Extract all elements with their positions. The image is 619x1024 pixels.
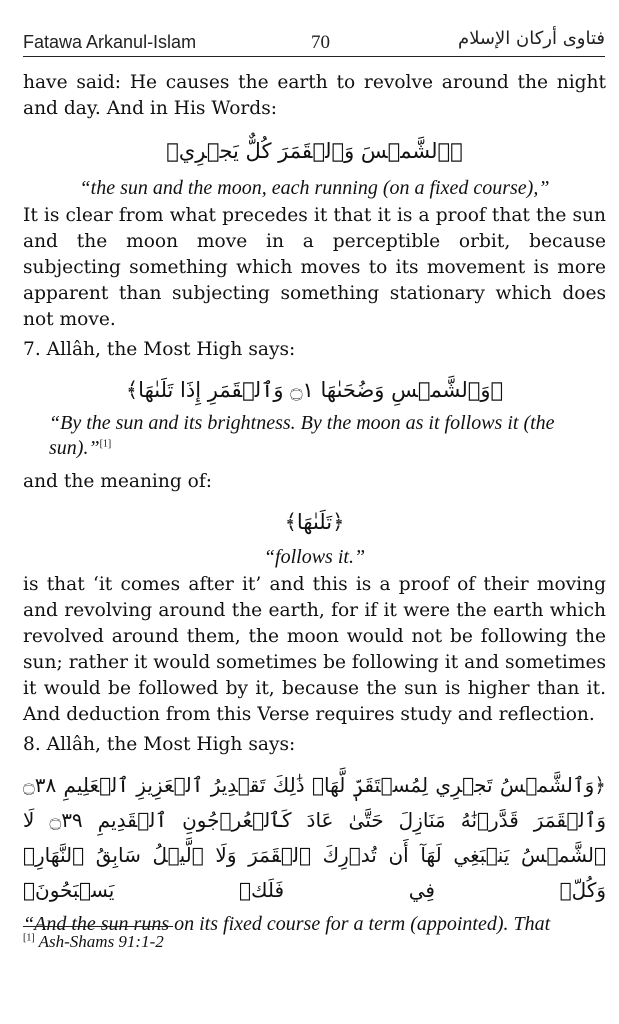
footnote-ref: [1] — [99, 438, 112, 450]
footnote-number: [1] — [23, 932, 35, 944]
page-number: 70 — [311, 32, 330, 53]
paragraph-4: is that ‘it comes after it’ and this is a proof of their moving and revolving around the earth, for if it were the earth which revolved around them, the moon would not be following the sun; rather it would sometimes be following it and sometimes it would be followed by it, because the sun is higher than it. And deduction from this Verse requires study and reflection. — [23, 574, 606, 725]
verse-2-arabic: ﴿وَٱلشَّمۡسِ وَضُحَىٰهَا ۝١ وَٱلۡقَمَرِ إِذَا تَلَىٰهَا﴾ — [125, 378, 504, 402]
verse-4-arabic: ﴿وَٱلشَّمۡسُ تَجۡرِي لِمُسۡتَقَرّٖ لَّهَاۚ ذَٰلِكَ تَقۡدِيرُ ٱلۡعَزِيزِ ٱلۡعَلِيمِ ۝٣٨ وَٱلۡقَمَرَ قَدَّرۡنَٰهُ مَنَازِلَ حَتَّىٰ عَادَ كَٱلۡعُرۡجُونِ ٱلۡقَدِيمِ ۝٣٩ لَا ٱلشَّمۡسُ يَنۢبَغِي لَهَآ أَن تُدۡرِكَ ٱلۡقَمَرَ وَلَا ٱلَّيۡلُ سَابِقُ ٱلنَّهَارِۚ وَكُلّٞ فِي فَلَكٖ يَسۡبَحُونَ﴾ — [23, 773, 606, 902]
verse-4-translation: “And the sun runs on its fixed course for a term (appointed). That — [23, 913, 551, 935]
verse-1-translation: “the sun and the moon, each running (on a fixed course),” — [79, 177, 550, 199]
arabic-book-title: فتاوى أركان الإسلام — [458, 28, 605, 49]
footnote — [23, 932, 164, 952]
page-body — [23, 70, 606, 937]
item-8-heading: 8. Allâh, the Most High says: — [23, 734, 296, 755]
verse-2-translation-text: “By the sun and its brightness. By the moon as it follows it (the sun).” — [49, 412, 555, 459]
paragraph-2: It is clear from what precedes it that it is a proof that the sun and the moon move in a perceptible orbit, because subjecting something which moves to its movement is more apparent than subjecting something stationary which does not move. — [23, 205, 606, 330]
verse-3-arabic: ﴿تَلَىٰهَا﴾ — [284, 510, 345, 534]
paragraph-3: and the meaning of: — [23, 471, 213, 492]
verse-3-translation: “follows it.” — [263, 546, 366, 568]
verse-2-translation — [23, 411, 606, 461]
paragraph-1: have said: He causes the earth to revolve around the night and day. And in His Words: — [23, 72, 606, 119]
footnote-divider — [23, 926, 173, 927]
verse-1-arabic: ﴿ٱلشَّمۡسَ وَٱلۡقَمَرَ كُلٌّ يَجۡرِي﴾ — [166, 139, 463, 163]
item-7-heading: 7. Allâh, the Most High says: — [23, 339, 296, 360]
book-title: Fatawa Arkanul-Islam — [23, 32, 197, 52]
page-header — [23, 26, 605, 57]
footnote-text: Ash-Shams 91:1-2 — [38, 932, 164, 951]
